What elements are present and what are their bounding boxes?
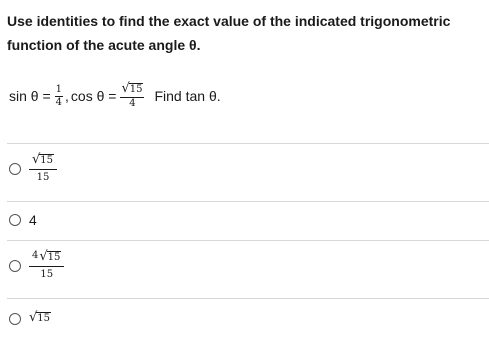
question-line-2: function of the acute angle θ. <box>7 37 201 53</box>
divider <box>7 201 489 202</box>
cos-label: cos θ = <box>70 88 117 104</box>
radical-sign-icon: √ <box>32 152 41 167</box>
answer-option-2[interactable] <box>9 212 37 228</box>
option-numerator <box>29 154 57 170</box>
sin-label: sin θ = <box>9 88 51 104</box>
radical-sign-icon: √ <box>29 310 38 325</box>
sqrt-symbol <box>121 83 143 96</box>
answer-option-3[interactable] <box>9 251 64 280</box>
answer-option-1[interactable] <box>9 154 57 183</box>
option-radicand: 15 <box>37 313 51 324</box>
divider <box>7 143 489 144</box>
sin-denominator: 4 <box>55 96 63 108</box>
cos-numerator <box>120 83 144 98</box>
cos-radicand: 15 <box>129 84 143 95</box>
option-radicand: 15 <box>47 252 61 263</box>
option-denominator: 15 <box>40 269 54 280</box>
answer-option-4[interactable] <box>9 312 51 325</box>
sin-fraction <box>55 85 63 108</box>
question-prompt <box>7 9 487 57</box>
option-fraction <box>29 154 57 183</box>
sin-numerator: 1 <box>55 83 63 95</box>
option-fraction <box>29 251 64 280</box>
sqrt-symbol <box>39 251 61 264</box>
comma: , <box>65 88 69 104</box>
radio-button[interactable] <box>9 214 21 226</box>
divider <box>7 298 489 299</box>
sqrt-symbol <box>29 312 51 325</box>
sqrt-symbol <box>32 154 54 167</box>
given-values <box>7 83 223 109</box>
option-radicand: 15 <box>40 155 54 166</box>
divider <box>7 240 489 241</box>
radio-button[interactable] <box>9 163 21 175</box>
find-instruction: Find tan θ. <box>154 88 221 104</box>
radio-button[interactable] <box>9 260 21 272</box>
radio-button[interactable] <box>9 313 21 325</box>
option-numerator <box>29 251 64 267</box>
radical-sign-icon: √ <box>121 81 130 96</box>
option-text: 4 <box>29 212 37 228</box>
radical-sign-icon: √ <box>39 249 48 264</box>
cos-denominator: 4 <box>129 98 136 109</box>
question-line-1: Use identities to find the exact value of the indicated trigonometric <box>7 13 451 29</box>
option-denominator: 15 <box>36 172 50 183</box>
cos-fraction <box>120 83 144 109</box>
option-coefficient: 4 <box>32 250 39 261</box>
